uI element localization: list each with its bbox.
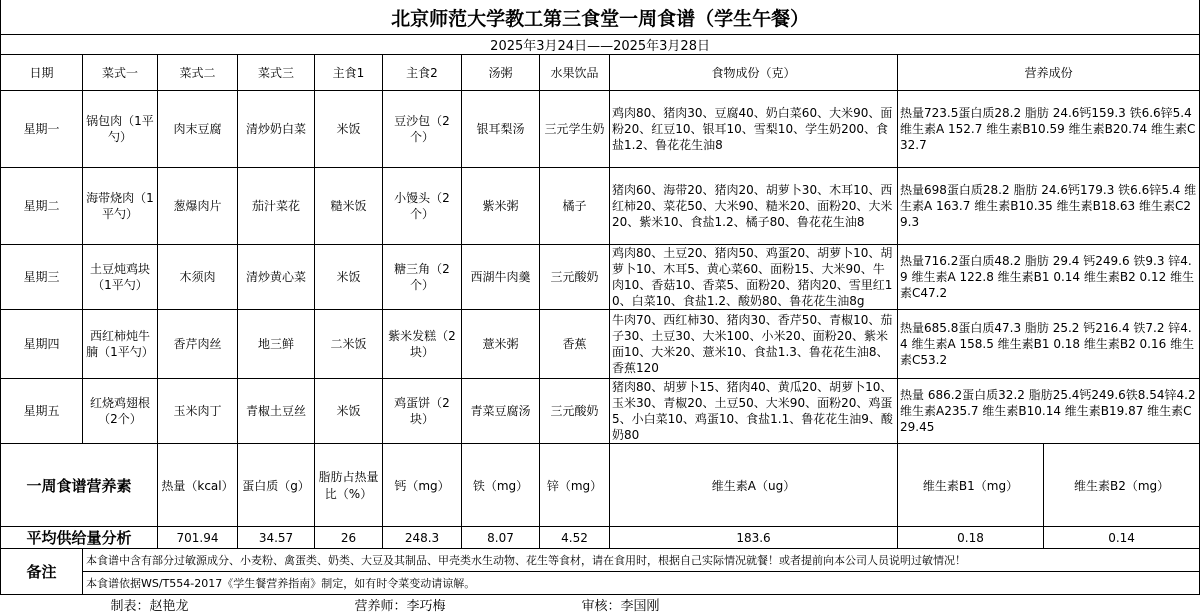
dish3-cell: 清炒黄心菜: [238, 245, 315, 310]
staple2-cell: 小馒头（2个）: [383, 168, 462, 245]
dish2-cell: 肉末豆腐: [158, 91, 238, 168]
soup-cell: 薏米粥: [462, 310, 540, 379]
summary-label: 一周食谱营养素: [1, 444, 158, 527]
ingredients-cell: 鸡肉80、土豆20、猪肉50、鸡蛋20、胡萝卜10、胡萝卜10、木耳5、黄心菜60、面粉15、大米90、牛肉10、香菇10、香菜5、面粉20、猪肉20、雪里红10、白菜10、食盐1.2、酸奶80、鲁花花生油8g: [610, 245, 898, 310]
ingredients-cell: 鸡肉80、猪肉30、豆腐40、奶白菜60、大米90、面粉20、红豆10、银耳10、雪梨10、学生奶200、食盐1.2、鲁花花生油8: [610, 91, 898, 168]
header-dish1: 菜式一: [83, 55, 158, 91]
summary-header: 钙（mg）: [383, 444, 462, 527]
summary-header: 维生素A（ug）: [610, 444, 898, 527]
dish1-cell: 红烧鸡翅根（2个）: [83, 379, 158, 444]
day-label: 星期二: [1, 168, 83, 245]
page-title: 北京师范大学教工第三食堂一周食谱（学生午餐）: [1, 0, 1200, 35]
dish1-cell: 土豆炖鸡块（1平勺）: [83, 245, 158, 310]
summary-header: 维生素B2（mg）: [1044, 444, 1200, 527]
day-row: [1, 168, 1200, 245]
ingredients-cell: 猪肉60、海带20、猪肉20、胡萝卜30、木耳10、西红柿20、菜花50、大米90、糙米20、面粉20、大米20、紫米10、食盐1.2、橘子80、鲁花花生油8: [610, 168, 898, 245]
soup-cell: 西湖牛肉羹: [462, 245, 540, 310]
summary-value: 34.57: [238, 527, 315, 549]
nutrition-cell: 热量723.5蛋白质28.2 脂肪 24.6钙159.3 铁6.6锌5.4 维生素A 152.7 维生素B10.59 维生素B20.74 维生素C32.7: [898, 91, 1200, 168]
summary-header: 维生素B1（mg）: [898, 444, 1044, 527]
day-row: [1, 245, 1200, 310]
header-date: 日期: [1, 55, 83, 91]
header-fruit: 水果饮品: [540, 55, 610, 91]
dish3-cell: 地三鲜: [238, 310, 315, 379]
dish2-cell: 香芹肉丝: [158, 310, 238, 379]
staple1-cell: 米饭: [315, 91, 383, 168]
signature-maker: 制表：赵艳龙: [83, 595, 315, 614]
header-soup: 汤粥: [462, 55, 540, 91]
dish1-cell: 西红柿炖牛腩（1平勺）: [83, 310, 158, 379]
nutrition-cell: 热量716.2蛋白质48.2 脂肪 29.4 钙249.6 铁9.3 锌4.9 维生素A 122.8 维生素B1 0.14 维生素B2 0.12 维生素C47.2: [898, 245, 1200, 310]
fruit-cell: 橘子: [540, 168, 610, 245]
summary-header: 锌（mg）: [540, 444, 610, 527]
staple2-cell: 鸡蛋饼（2块）: [383, 379, 462, 444]
staple2-cell: 豆沙包（2个）: [383, 91, 462, 168]
dish3-cell: 清炒奶白菜: [238, 91, 315, 168]
fruit-cell: 香蕉: [540, 310, 610, 379]
summary-value: 4.52: [540, 527, 610, 549]
average-label: 平均供给量分析: [1, 527, 158, 549]
soup-cell: 青菜豆腐汤: [462, 379, 540, 444]
day-row: [1, 379, 1200, 444]
staple2-cell: 紫米发糕（2块）: [383, 310, 462, 379]
summary-header: 铁（mg）: [462, 444, 540, 527]
dish2-cell: 木须肉: [158, 245, 238, 310]
fruit-cell: 三元酸奶: [540, 379, 610, 444]
staple1-cell: 米饭: [315, 245, 383, 310]
fruit-cell: 三元学生奶: [540, 91, 610, 168]
day-label: 星期一: [1, 91, 83, 168]
staple1-cell: 二米饭: [315, 310, 383, 379]
day-label: 星期五: [1, 379, 83, 444]
summary-value: 26: [315, 527, 383, 549]
dish2-cell: 葱爆肉片: [158, 168, 238, 245]
day-row: [1, 310, 1200, 379]
header-staple2: 主食2: [383, 55, 462, 91]
nutrition-cell: 热量 686.2蛋白质32.2 脂肪25.4钙249.6铁8.54锌4.2 维生素A235.7 维生素B10.14 维生素B19.87 维生素C29.45: [898, 379, 1200, 444]
header-dish3: 菜式三: [238, 55, 315, 91]
summary-value: 248.3: [383, 527, 462, 549]
ingredients-cell: 猪肉80、胡萝卜15、猪肉40、黄瓜20、胡萝卜10、玉米30、青椒20、土豆50、大米90、面粉20、鸡蛋5、小白菜10、鸡蛋10、食盐1.1、鲁花花生油9、酸奶80: [610, 379, 898, 444]
summary-value: 0.18: [898, 527, 1044, 549]
date-range: 2025年3月24日——2025年3月28日: [1, 35, 1200, 55]
day-row: [1, 91, 1200, 168]
dish1-cell: 海带烧肉（1平勺）: [83, 168, 158, 245]
notes-allergen-line: 本食谱中含有部分过敏源成分、小麦粉、禽蛋类、奶类、大豆及其制品、甲壳类水生动物、花生等食材，请在食用时，根据自己实际情况就餐！或者提前向本公司人员说明过敏情况！: [83, 549, 1200, 572]
summary-value: 183.6: [610, 527, 898, 549]
soup-cell: 银耳梨汤: [462, 91, 540, 168]
summary-header: 脂肪占热量比（%）: [315, 444, 383, 527]
staple1-cell: 米饭: [315, 379, 383, 444]
header-nutrition: 营养成份: [898, 55, 1200, 91]
dish3-cell: 青椒土豆丝: [238, 379, 315, 444]
staple1-cell: 糙米饭: [315, 168, 383, 245]
dish1-cell: 锅包肉（1平勺）: [83, 91, 158, 168]
summary-header: 热量（kcal）: [158, 444, 238, 527]
header-dish2: 菜式二: [158, 55, 238, 91]
day-label: 星期四: [1, 310, 83, 379]
dish3-cell: 茄汁菜花: [238, 168, 315, 245]
summary-value: 0.14: [1044, 527, 1200, 549]
header-staple1: 主食1: [315, 55, 383, 91]
signature-nutritionist: 营养师：李巧梅: [315, 595, 540, 614]
notes-label: 备注: [1, 549, 83, 595]
nutrition-cell: 热量685.8蛋白质47.3 脂肪 25.2 钙216.4 铁7.2 锌4.4 维生素A 158.5 维生素B1 0.18 维生素B2 0.16 维生素C53.2: [898, 310, 1200, 379]
dish2-cell: 玉米肉丁: [158, 379, 238, 444]
fruit-cell: 三元酸奶: [540, 245, 610, 310]
staple2-cell: 糖三角（2个）: [383, 245, 462, 310]
day-label: 星期三: [1, 245, 83, 310]
header-ingredients: 食物成份（克）: [610, 55, 898, 91]
soup-cell: 紫米粥: [462, 168, 540, 245]
summary-value: 701.94: [158, 527, 238, 549]
notes-guideline-line: 本食谱依据WS/T554-2017《学生餐营养指南》制定，如有时令菜变动请谅解。: [83, 572, 1200, 595]
summary-header: 蛋白质（g）: [238, 444, 315, 527]
signature-reviewer: 审核：李国刚: [540, 595, 1200, 614]
summary-value: 8.07: [462, 527, 540, 549]
ingredients-cell: 牛肉70、西红柿30、猪肉30、香芹50、青椒10、茄子30、土豆30、大米100、小米20、面粉20、紫米面10、大米20、薏米10、食盐1.3、鲁花花生油8、香蕉120: [610, 310, 898, 379]
nutrition-cell: 热量698蛋白质28.2 脂肪 24.6钙179.3 铁6.6锌5.4 维生素A 163.7 维生素B10.35 维生素B18.63 维生素C29.3: [898, 168, 1200, 245]
